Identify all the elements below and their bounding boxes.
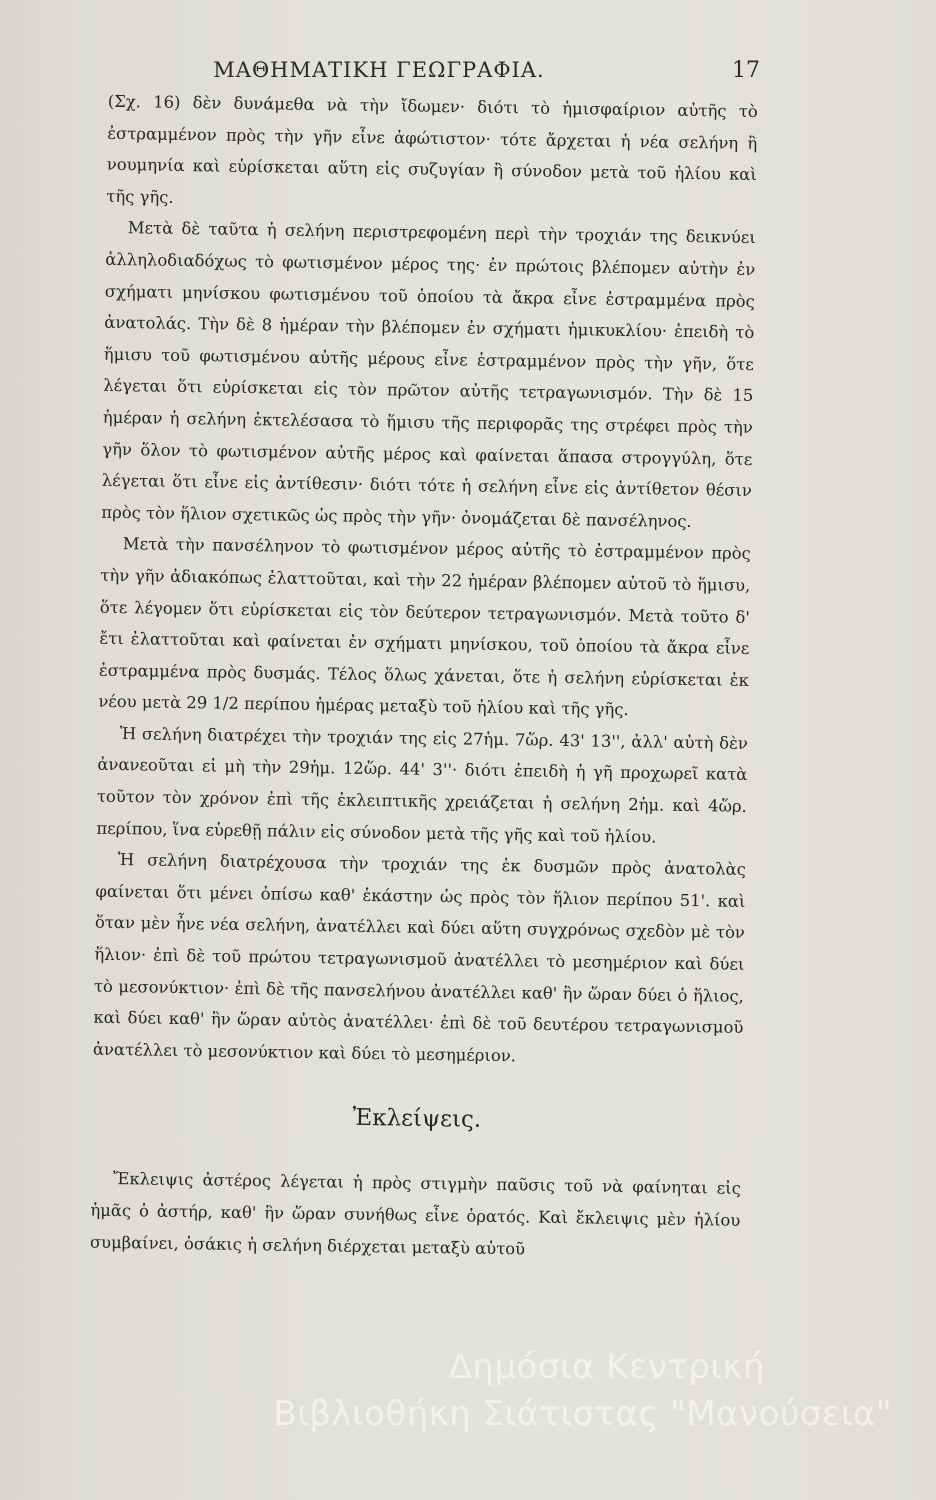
library-watermark-line-2: Βιβλιοθήκη Σιάτιστας "Μανούσεια" [273, 1394, 892, 1434]
running-title: ΜΑΘΗΜΑΤΙΚΗ ΓΕΩΓΡΑΦΙΑ. [213, 58, 545, 82]
paragraph-phases: Μετὰ δὲ ταῦτα ἡ σελήνη περιστρεφομένη περὶ τὴν τροχιάν της δεικνύει ἀλληλοδιαδόχως τὸ φωτισμένον μέρος της· ἐν πρώτοις βλέπομεν αὐτὴν ἐν σχήματι μηνίσκου φωτισμένου τοῦ ὁποίου τὰ ἄκρα εἶνε ἐστραμμένα πρὸς ἀνατολάς. Τὴν δὲ 8 ἡμέραν τὴν βλέπομεν ἐν σχήματι ἡμικυκλίου· ἐπειδὴ τὸ ἥμισυ τοῦ φωτισμένου αὐτῆς μέρους εἶνε ἐστραμμένον πρὸς τὴν γῆν, ὅτε λέγεται ὅτι εὑρίσκεται εἰς τὸν πρῶτον αὐτῆς τετραγωνισμόν. Τὴν δὲ 15 ἡμέραν ἡ σελήνη ἐκτελέσασα τὸ ἥμισυ τῆς περιφορᾶς της στρέφει πρὸς τὴν γῆν ὅλον τὸ φωτισμένον αὐτῆς μέρος καὶ φαίνεται ἅπασα στρογγύλη, ὅτε λέγεται ὅτι εἶνε εἰς ἀντίθεσιν· διότι τότε ἡ σελήνη εἶνε εἰς ἀντίθετον θέσιν πρὸς τὸν ἥλιον σχετικῶς ὡς πρὸς τὴν γῆν· ὀνομάζεται δὲ πανσέληνος. [101, 218, 756, 531]
paragraph-period: Ἡ σελήνη διατρέχει τὴν τροχιάν της εἰς 27ἡμ. 7ὥρ. 43' 13'', ἀλλ' αὐτὴ δὲν ἀνανεοῦται εἰ μὴ τὴν 29ἡμ. 12ὥρ. 44' 3''· διότι ἐπειδὴ ἡ γῆ προχωρεῖ κατὰ τοῦτον τὸν χρόνον ἐπὶ τῆς ἐκλειπτικῆς χρειάζεται ἡ σελήνη 2ἡμ. καὶ 4ὥρ. περίπου, ἵνα εὑρεθῇ πάλιν εἰς σύνοδον μετὰ τῆς γῆς καὶ τοῦ ἡλίου. [96, 723, 748, 847]
paragraph-continuation: (Σχ. 16) δὲν δυνάμεθα νὰ τὴν ἴδωμεν· διότι τὸ ἡμισφαίριον αὐτῆς τὸ ἐστραμμένον πρὸς τὴν γῆν εἶνε ἀφώτιστον· τότε ἄρχεται ἡ νέα σελήνη ἢ νουμηνία καὶ εὑρίσκεται αὕτη εἰς συζυγίαν ἢ σύνοδον μετὰ τοῦ ἡλίου καὶ τῆς γῆς. [106, 91, 758, 207]
paragraph-rising-setting: Ἡ σελήνη διατρέχουσα τὴν τροχιάν της ἐκ δυσμῶν πρὸς ἀνατολὰς φαίνεται ὅτι μένει ὀπίσω καθ' ἑκάστην ὡς πρὸς τὸν ἥλιον περίπου 51'. καὶ ὅταν μὲν ἦνε νέα σελήνη, ἀνατέλλει καὶ δύει αὕτη συγχρόνως σχεδὸν μὲ τὸν ἥλιον· ἐπὶ δὲ τοῦ πρώτου τετραγωνισμοῦ ἀνατέλλει τὸ μεσημέριον καὶ δύει τὸ μεσονύκτιον· ἐπὶ δὲ τῆς πανσελήνου ἀνατέλλει καθ' ἣν ὥραν δύει ὁ ἥλιος, καὶ δύει καθ' ἣν ὥραν αὐτὸς ἀνατέλλει· ἐπὶ δὲ τοῦ δευτέρου τετραγωνισμοῦ ἀνατέλλει τὸ μεσονύκτιον καὶ δύει τὸ μεσημέριον. [92, 850, 746, 1066]
section-heading: Ἐκλείψεις. [352, 1105, 482, 1134]
paragraph-eclipses: Ἔκλειψις ἀστέρος λέγεται ἡ πρὸς στιγμὴν παῦσις τοῦ νὰ φαίνηται εἰς ἡμᾶς ὁ ἀστήρ, καθ' ἣν ὥραν συνήθως εἶνε ὁρατός. Καὶ ἔκλειψις μὲν ἡλίου συμβαίνει, ὁσάκις ἡ σελήνη διέρχεται μεταξὺ αὐτοῦ [89, 1169, 741, 1259]
page-number: 17 [732, 58, 760, 83]
paragraph-waning: Μετὰ τὴν πανσέληνον τὸ φωτισμένον μέρος αὐτῆς τὸ ἐστραμμένον πρὸς τὴν γῆν ἀδιακόπως ἐλαττοῦται, καὶ τὴν 22 ἡμέραν βλέπομεν αὐτοῦ τὸ ἥμισυ, ὅτε λέγομεν ὅτι εὑρίσκεται εἰς τὸν δεύτερον τετραγωνισμόν. Μετὰ τοῦτο δ' ἔτι ἐλαττοῦται καὶ φαίνεται ἐν σχήματι μηνίσκου, τοῦ ὁποίου τὰ ἄκρα εἶνε ἐστραμμένα πρὸς δυσμάς. Τέλος ὅλως χάνεται, ὅτε ἡ σελήνη εὑρίσκεται ἐκ νέου μετὰ 29 1/2 περίπου ἡμέρας μεταξὺ τοῦ ἡλίου καὶ τῆς γῆς. [98, 534, 751, 720]
page-header [0, 58, 936, 88]
body-text [90, 86, 758, 1268]
library-watermark-line-1: Δημόσια Κεντρική [448, 1347, 765, 1387]
